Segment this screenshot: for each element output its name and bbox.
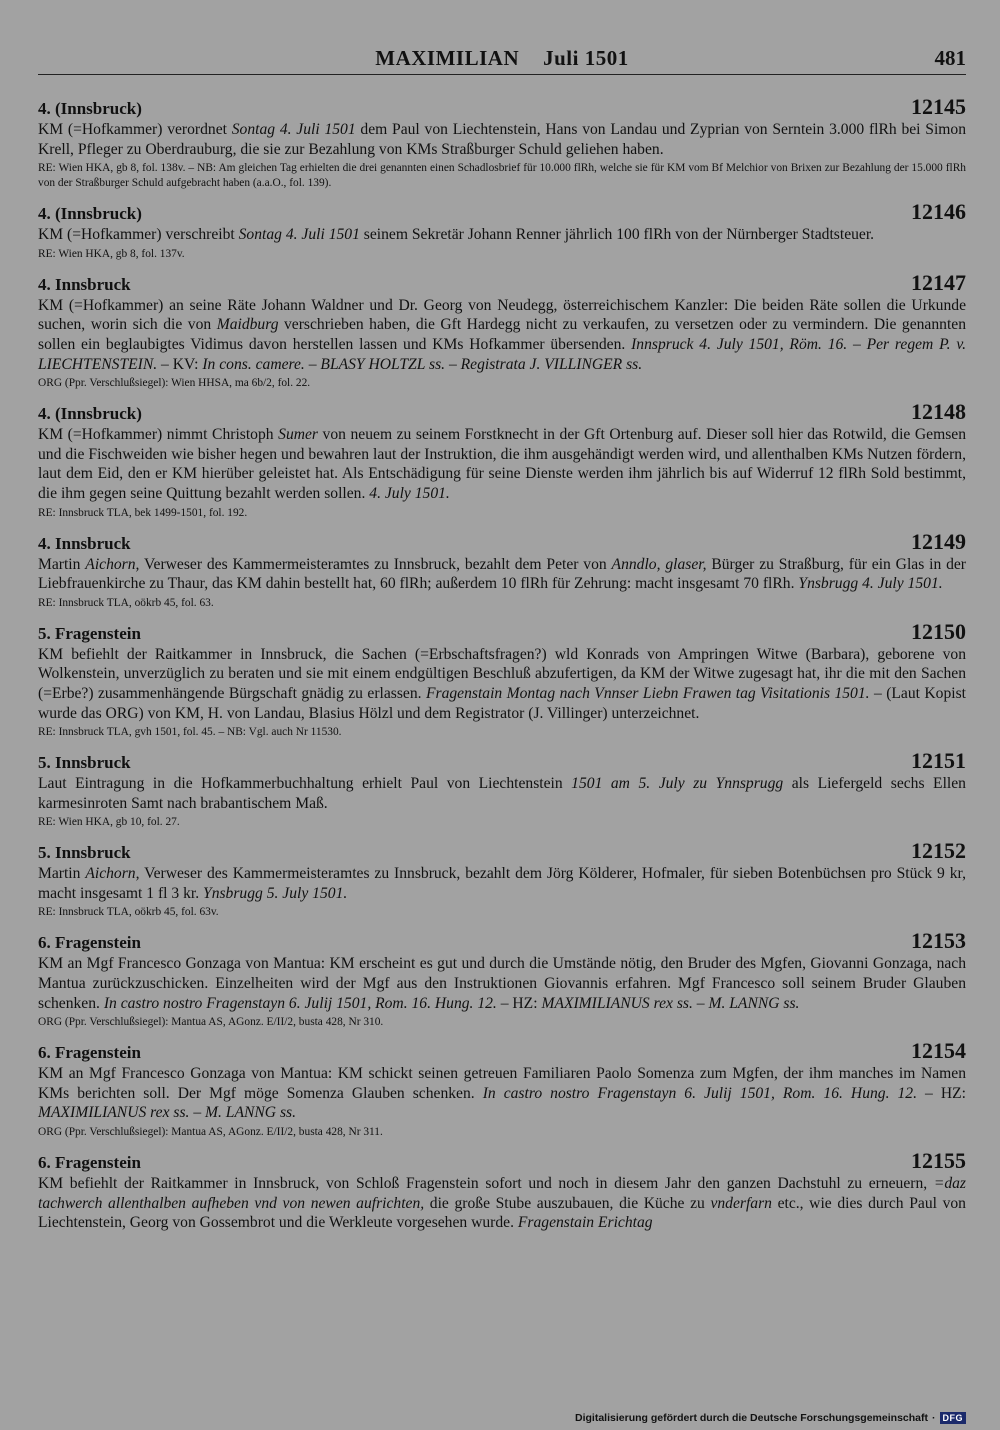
entry-text-run: KM (=Hofkammer) an seine Räte Johann Waldner und Dr. Georg von Neudegg, österreichischem Kanzler: Die beiden Räte sollen die Urkunde suchen, worin sich die von bbox=[38, 296, 966, 334]
dfg-logo: DFG bbox=[940, 1412, 967, 1424]
entry-source-note: ORG (Ppr. Verschlußsiegel): Wien HHSA, ma 6b/2, fol. 22. bbox=[38, 377, 311, 390]
entry-heading bbox=[38, 401, 966, 425]
entry-heading bbox=[38, 618, 966, 645]
regest-entry bbox=[38, 1040, 966, 1140]
entry-source-note: RE: Wien HKA, gb 8, fol. 138v. – NB: Am gleichen Tag erhielten die drei genannten einen Schadlosbrief für 10.000 flRh, welche sie für KM vom Bf Melchior von Brixen zur Bezahlung der 15.000 flRh von der Straßburger Schuld aufgebracht haben (a.a.O., fol. 139). bbox=[38, 162, 966, 190]
entry-text-italic: MAXIMILIANUS rex ss. – M. LANNG ss. bbox=[38, 1104, 297, 1122]
entry-heading bbox=[38, 1150, 966, 1174]
entry-text-italic: Fragenstain Montag nach Vnnser Liebn Frawen tag Visitationis 1501. bbox=[425, 684, 870, 702]
entry-heading bbox=[38, 269, 966, 296]
footer-text: Digitalisierung gefördert durch die Deutsche Forschungsgemeinschaft bbox=[575, 1412, 928, 1424]
entry-heading bbox=[38, 201, 966, 225]
entry-text-run: – HZ: bbox=[496, 994, 542, 1012]
entry-date-place: 5. Innsbruck bbox=[38, 843, 131, 863]
entry-text bbox=[38, 1174, 966, 1233]
entry-text bbox=[38, 954, 966, 1013]
entry-date-place: 4. Innsbruck bbox=[38, 274, 131, 294]
regest-entry bbox=[38, 96, 966, 191]
entry-number: 12145 bbox=[911, 94, 966, 119]
entry-text-run: KM an Mgf Francesco Gonzaga von Mantua: KM schickt seinen getreuen Familiaren Paolo Somenza zum Mgfen, der ihm manches im Namen KMs berichten soll. Der Mgf möge Somenza Glauben schenken. bbox=[38, 1065, 966, 1102]
entry-text bbox=[38, 555, 966, 594]
entry-text bbox=[38, 645, 966, 723]
running-title bbox=[38, 46, 966, 71]
entry-text-italic: Sontag 4. Juli 1501 bbox=[231, 121, 356, 138]
entry-number: 12154 bbox=[911, 1038, 966, 1064]
entry-text-run: – (Laut Kopist wurde das ORG) von KM, H. von Landau, Blasius Hölzl und dem Registrator (J. Villinger) unterzeichnet. bbox=[38, 684, 967, 722]
regest-entry bbox=[38, 401, 966, 520]
entry-text-italic: MAXIMILIANUS rex ss. – M. LANNG ss. bbox=[541, 994, 800, 1012]
entry-number: 12150 bbox=[911, 618, 966, 644]
entry-heading bbox=[38, 840, 966, 864]
entry-text bbox=[38, 774, 966, 813]
entry-text-italic: Sumer bbox=[278, 426, 318, 444]
entry-number: 12149 bbox=[911, 528, 966, 554]
entry-heading bbox=[38, 1040, 966, 1064]
entry-text-run: Bürger zu Straßburg, für ein Glas in der Liebfrauenkirche zu Thaur, das KM dahin bestellt hat, 60 flRh; außerdem 10 flRh für Zehrung: macht insgesamt 70 flRh. bbox=[38, 555, 966, 593]
entry-date-place: 4. Innsbruck bbox=[38, 533, 131, 553]
entry-text bbox=[38, 1064, 966, 1123]
entry-source-note: RE: Innsbruck TLA, bek 1499-1501, fol. 192. bbox=[38, 506, 248, 519]
entry-text-run: – HZ: bbox=[917, 1084, 966, 1102]
entry-text-italic: 4. July 1501. bbox=[369, 484, 450, 502]
entry-text bbox=[38, 120, 966, 159]
entry-text bbox=[38, 864, 966, 903]
entry-source-note: RE: Innsbruck TLA, gvh 1501, fol. 45. – NB: Vgl. auch Nr 11530. bbox=[38, 726, 342, 739]
entry-number: 12155 bbox=[911, 1148, 966, 1174]
entry-text-run: KM (=Hofkammer) verordnet bbox=[38, 121, 232, 138]
entry-heading bbox=[38, 96, 966, 120]
entry-text-run: KM an Mgf Francesco Gonzaga von Mantua: KM erscheint es gut und durch die Umstände nötig, den Bruder des Mgfen, Giovanni Gonzaga, nach Mantua zurückzuschicken. Einzelheiten wird der Mgf aus den Instruktionen Giovannis erfahren. Mgf Francesco soll seinem Bruder Glauben schenken. bbox=[38, 955, 966, 1012]
entry-text-run: KM befiehlt der Raitkammer in Innsbruck, die Sachen (=Erbschaftsfragen?) wld Konrads von Ampringen Witwe (Barbara), geborene von Wolkenstein, unverzüglich zu beraten und sie mit einem endgültigen Beschluß abzufertigen, da KM der Witwe zugesagt hat, ihr die mit den Sachen (=Erbe?) zusammenhängende Bürgschaft gnädig zu erlassen. bbox=[38, 645, 966, 702]
entry-text-italic: Maidburg bbox=[216, 316, 279, 334]
entry-text-run: Martin bbox=[38, 865, 86, 883]
entry-text-italic: Innspruck 4. July 1501, Röm. 16. – Per regem P. v. LIECHTENSTEIN. bbox=[38, 335, 966, 373]
entry-text-italic: In cons. camere. – BLASY HOLTZL ss. – Registrata J. VILLINGER ss. bbox=[202, 355, 643, 373]
entry-text-italic: Aichorn, bbox=[85, 555, 140, 573]
entry-text-italic: Ynsbrugg 5. July 1501. bbox=[203, 884, 348, 902]
entry-source-note: RE: Innsbruck TLA, oökrb 45, fol. 63. bbox=[38, 596, 214, 609]
running-title-date: Juli 1501 bbox=[543, 46, 629, 70]
entry-text-italic: =daz tachwerch allenthalben aufheben vnd von newen aufrichten, bbox=[38, 1175, 966, 1212]
entry-text bbox=[38, 425, 966, 503]
entry-source-note: ORG (Ppr. Verschlußsiegel): Mantua AS, AGonz. E/II/2, busta 428, Nr 310. bbox=[38, 1016, 384, 1029]
entry-text-run: KM (=Hofkammer) nimmt Christoph bbox=[38, 426, 279, 444]
running-head bbox=[38, 44, 966, 75]
entry-text-run: – KV: bbox=[157, 355, 203, 373]
page-number: 481 bbox=[934, 46, 966, 70]
entry-text-run: von neuem zu seinem Forstknecht in der Gft Ortenburg auf. Dieser soll hier das Rotwild, die Gemsen und die Fischweiden wie bisher hegen und bewahren laut der Instruktion, die ihm ausgehändigt werden wird, und allenthalben KMs Nutzen fördern, laut dem Eid, den er KM hierüber geleistet hat. Als Entschädigung für seine Dienste werden ihm jährlich bis auf Widerruf 12 flRh Sold bestimmt, die ihm gegen seine Quittung bezahlt werden sollen. bbox=[38, 426, 967, 502]
entry-date-place: 5. Innsbruck bbox=[38, 753, 131, 773]
entry-text-run: Martin bbox=[38, 555, 86, 573]
entry-number: 12147 bbox=[911, 269, 966, 295]
entry-number: 12151 bbox=[911, 748, 966, 774]
footer-credit bbox=[575, 1412, 966, 1424]
regesta-list bbox=[38, 96, 966, 1243]
regest-entry bbox=[38, 269, 966, 391]
entry-heading bbox=[38, 528, 966, 555]
entry-date-place: 5. Fragenstein bbox=[38, 623, 141, 643]
entry-text-run: verschrieben haben, die Gft Hardegg nicht zu verkaufen, zu versetzen oder zu vermindern. Die genannten sollen ein beglaubigtes Vidimus davon herstellen lassen und KMs Hofkammer übersenden. bbox=[38, 316, 966, 353]
entry-date-place: 4. (Innsbruck) bbox=[38, 404, 142, 424]
entry-source-note: RE: Wien HKA, gb 10, fol. 27. bbox=[38, 816, 180, 829]
entry-text-run: Verweser des Kammermeisteramtes zu Innsbruck, bezahlt dem Peter von bbox=[139, 555, 612, 573]
entry-source-note: ORG (Ppr. Verschlußsiegel): Mantua AS, AGonz. E/II/2, busta 428, Nr 311. bbox=[38, 1126, 383, 1139]
entry-text-italic: 1501 am 5. July zu Ynnsprugg bbox=[571, 775, 784, 793]
entry-text-run: die große Stube auszubauen, die Küche zu bbox=[424, 1194, 711, 1212]
entry-number: 12153 bbox=[911, 928, 966, 954]
entry-text-run: dem Paul von Liechtenstein, Hans von Landau und Zyprian von Serntein 3.000 flRh bei Simon Krell, Pfleger zu Oberdrauburg, die sie zur Bezahlung von KMs Straßburger Schuld geliehen haben. bbox=[38, 121, 967, 158]
entry-source-note: RE: Innsbruck TLA, oökrb 45, fol. 63v. bbox=[38, 906, 219, 919]
regest-entry bbox=[38, 750, 966, 830]
entry-date-place: 6. Fragenstein bbox=[38, 1043, 141, 1063]
entry-text-run: KM (=Hofkammer) verschreibt bbox=[38, 226, 239, 244]
regest-entry bbox=[38, 930, 966, 1030]
entry-date-place: 4. (Innsbruck) bbox=[38, 204, 142, 224]
entry-text-run: etc., wie dies durch Paul von Liechtenstein, Georg von Gossembrot und die Werkleute vorgesehen wurde. bbox=[38, 1194, 966, 1232]
entry-text bbox=[38, 225, 966, 245]
entry-number: 12146 bbox=[911, 199, 966, 225]
entry-number: 12148 bbox=[911, 399, 966, 425]
regest-entry bbox=[38, 201, 966, 262]
entry-text-run: Laut Eintragung in die Hofkammerbuchhaltung erhielt Paul von Liechtenstein bbox=[38, 775, 572, 793]
entry-text-run: KM befiehlt der Raitkammer in Innsbruck, von Schloß Fragenstein sofort und noch in diesem Jahr den ganzen Dachstuhl zu erneuern, bbox=[38, 1175, 934, 1193]
entry-text-run: seinem Sekretär Johann Renner jährlich 100 flRh von der Nürnberger Stadtsteuer. bbox=[359, 226, 875, 244]
regest-entry bbox=[38, 528, 966, 611]
entry-text-run: als Liefergeld sechs Ellen karmesinroten Samt nach brabantischem Maß. bbox=[38, 775, 966, 812]
entry-text-italic: Anndlo, glaser, bbox=[611, 555, 707, 573]
entry-text-italic: Aichorn, bbox=[85, 865, 140, 883]
footer-separator: · bbox=[932, 1412, 936, 1424]
entry-text-italic: Ynsbrugg 4. July 1501. bbox=[798, 575, 943, 593]
entry-text-italic: Fragenstain Erichtag bbox=[517, 1214, 653, 1232]
entry-date-place: 6. Fragenstein bbox=[38, 1153, 141, 1173]
entry-date-place: 6. Fragenstein bbox=[38, 933, 141, 953]
regest-entry bbox=[38, 618, 967, 740]
entry-text-italic: Sontag 4. Juli 1501 bbox=[238, 226, 360, 244]
entry-text-italic: In castro nostro Fragenstayn 6. Julij 1501, Rom. 16. Hung. 12. bbox=[482, 1084, 917, 1102]
entry-heading bbox=[38, 930, 966, 954]
entry-number: 12152 bbox=[911, 838, 966, 864]
entry-date-place: 4. (Innsbruck) bbox=[38, 99, 142, 118]
entry-text-italic: vnderfarn bbox=[710, 1194, 772, 1212]
entry-text bbox=[38, 296, 966, 374]
entry-text-run: Verweser des Kammermeisteramtes zu Innsbruck, bezahlt dem Jörg Kölderer, Hofmaler, für sieben Botenbüchsen pro Stück 9 kr, macht insgesamt 1 fl 3 kr. bbox=[38, 865, 966, 902]
entry-heading bbox=[38, 750, 966, 774]
entry-text-italic: In castro nostro Fragenstayn 6. Julij 1501, Rom. 16. Hung. 12. bbox=[103, 994, 497, 1012]
regest-entry bbox=[38, 1150, 966, 1233]
entry-source-note: RE: Wien HKA, gb 8, fol. 137v. bbox=[38, 247, 185, 260]
regest-entry bbox=[38, 840, 966, 920]
running-title-name: MAXIMILIAN bbox=[375, 46, 520, 70]
